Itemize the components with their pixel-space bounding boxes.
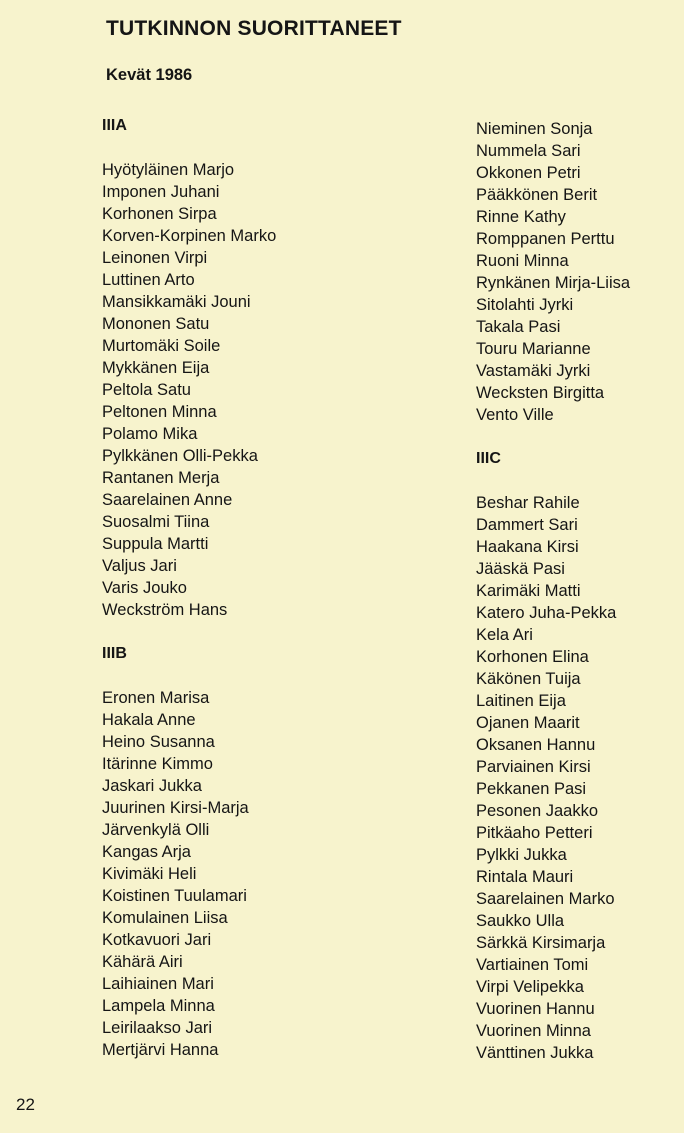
page-number: 22 <box>16 1095 35 1114</box>
section-spacer <box>476 470 630 492</box>
graduate-name: Ojanen Maarit <box>476 714 580 732</box>
graduate-name: Vuorinen Hannu <box>476 1000 595 1018</box>
graduate-name: Vento Ville <box>476 406 554 424</box>
graduate-name: Pylkki Jukka <box>476 846 567 864</box>
section-spacer <box>476 426 630 448</box>
graduate-name: Oksanen Hannu <box>476 736 596 754</box>
section-spacer <box>102 665 276 687</box>
section-spacer <box>102 137 276 159</box>
graduate-name: Dammert Sari <box>476 516 578 534</box>
graduate-name: Okkonen Petri <box>476 164 581 182</box>
graduate-name: Leinonen Virpi <box>102 249 208 267</box>
graduate-name: Romppanen Perttu <box>476 230 615 248</box>
graduate-name: Wecksten Birgitta <box>476 384 605 402</box>
graduate-name: Pylkkänen Olli-Pekka <box>102 447 258 465</box>
graduate-name: Mononen Satu <box>102 315 210 333</box>
graduate-name: Eronen Marisa <box>102 689 210 707</box>
graduate-name: Vastamäki Jyrki <box>476 362 591 380</box>
graduate-name: Peltola Satu <box>102 381 191 399</box>
graduate-name: Weckström Hans <box>102 601 228 619</box>
graduate-name: Itärinne Kimmo <box>102 755 213 773</box>
graduate-name: Pitkäaho Petteri <box>476 824 593 842</box>
graduate-name: Hakala Anne <box>102 711 196 729</box>
graduate-name: Juurinen Kirsi-Marja <box>102 799 249 817</box>
graduate-name: Vartiainen Tomi <box>476 956 589 974</box>
graduate-name: Laihiainen Mari <box>102 975 214 993</box>
graduate-name: Koistinen Tuulamari <box>102 887 247 905</box>
graduate-name: Varis Jouko <box>102 579 187 597</box>
graduate-name: Käkönen Tuija <box>476 670 581 688</box>
graduate-name: Katero Juha-Pekka <box>476 604 617 622</box>
graduate-name: Ruoni Minna <box>476 252 569 270</box>
graduate-name: Mertjärvi Hanna <box>102 1041 219 1059</box>
graduate-name: Polamo Mika <box>102 425 198 443</box>
graduate-name: Haakana Kirsi <box>476 538 579 556</box>
graduate-name: Hyötyläinen Marjo <box>102 161 235 179</box>
graduate-name: Virpi Velipekka <box>476 978 584 996</box>
graduate-name: Saukko Ulla <box>476 912 565 930</box>
graduate-name: Pesonen Jaakko <box>476 802 599 820</box>
graduate-name: Rintala Mauri <box>476 868 574 886</box>
left-column <box>102 115 276 1061</box>
graduate-name: Rantanen Merja <box>102 469 220 487</box>
graduate-name: Parviainen Kirsi <box>476 758 591 776</box>
class-heading: IIIC <box>476 450 501 467</box>
graduate-name: Sitolahti Jyrki <box>476 296 574 314</box>
graduate-name: Saarelainen Anne <box>102 491 233 509</box>
graduate-name: Särkkä Kirsimarja <box>476 934 606 952</box>
graduate-name: Pekkanen Pasi <box>476 780 587 798</box>
page-title: TUTKINNON SUORITTANEET <box>106 17 402 40</box>
graduate-name: Suosalmi Tiina <box>102 513 210 531</box>
graduate-name: Järvenkylä Olli <box>102 821 210 839</box>
section-spacer <box>102 621 276 643</box>
graduate-name: Lampela Minna <box>102 997 215 1015</box>
graduate-name: Leirilaakso Jari <box>102 1019 213 1037</box>
graduate-name: Saarelainen Marko <box>476 890 615 908</box>
graduate-name: Murtomäki Soile <box>102 337 221 355</box>
graduate-name: Luttinen Arto <box>102 271 195 289</box>
graduate-name: Kotkavuori Jari <box>102 931 212 949</box>
graduate-name: Kivimäki Heli <box>102 865 197 883</box>
graduate-name: Valjus Jari <box>102 557 177 575</box>
graduate-name: Vuorinen Minna <box>476 1022 591 1040</box>
graduate-name: Karimäki Matti <box>476 582 581 600</box>
graduate-name: Korhonen Elina <box>476 648 589 666</box>
graduate-name: Rynkänen Mirja-Liisa <box>476 274 631 292</box>
graduate-name: Jääskä Pasi <box>476 560 565 578</box>
right-column <box>476 118 630 1064</box>
graduate-name: Mansikkamäki Jouni <box>102 293 251 311</box>
graduate-name: Korhonen Sirpa <box>102 205 217 223</box>
graduate-name: Heino Susanna <box>102 733 215 751</box>
graduate-name: Mykkänen Eija <box>102 359 210 377</box>
graduate-name: Touru Marianne <box>476 340 591 358</box>
graduate-name: Suppula Martti <box>102 535 209 553</box>
graduate-name: Pääkkönen Berit <box>476 186 598 204</box>
graduate-name: Peltonen Minna <box>102 403 217 421</box>
graduate-name: Imponen Juhani <box>102 183 220 201</box>
graduate-name: Komulainen Liisa <box>102 909 228 927</box>
page-subtitle: Kevät 1986 <box>106 66 193 84</box>
graduate-name: Rinne Kathy <box>476 208 566 226</box>
graduate-name: Jaskari Jukka <box>102 777 202 795</box>
class-heading: IIIB <box>102 645 127 662</box>
graduate-name: Nummela Sari <box>476 142 581 160</box>
class-heading: IIIA <box>102 117 127 134</box>
graduate-name: Beshar Rahile <box>476 494 580 512</box>
graduate-name: Korven-Korpinen Marko <box>102 227 277 245</box>
graduate-name: Kangas Arja <box>102 843 191 861</box>
graduate-name: Kähärä Airi <box>102 953 183 971</box>
graduate-name: Vänttinen Jukka <box>476 1044 594 1062</box>
graduate-name: Laitinen Eija <box>476 692 566 710</box>
graduate-name: Takala Pasi <box>476 318 561 336</box>
graduate-name: Nieminen Sonja <box>476 120 593 138</box>
graduate-name: Kela Ari <box>476 626 533 644</box>
